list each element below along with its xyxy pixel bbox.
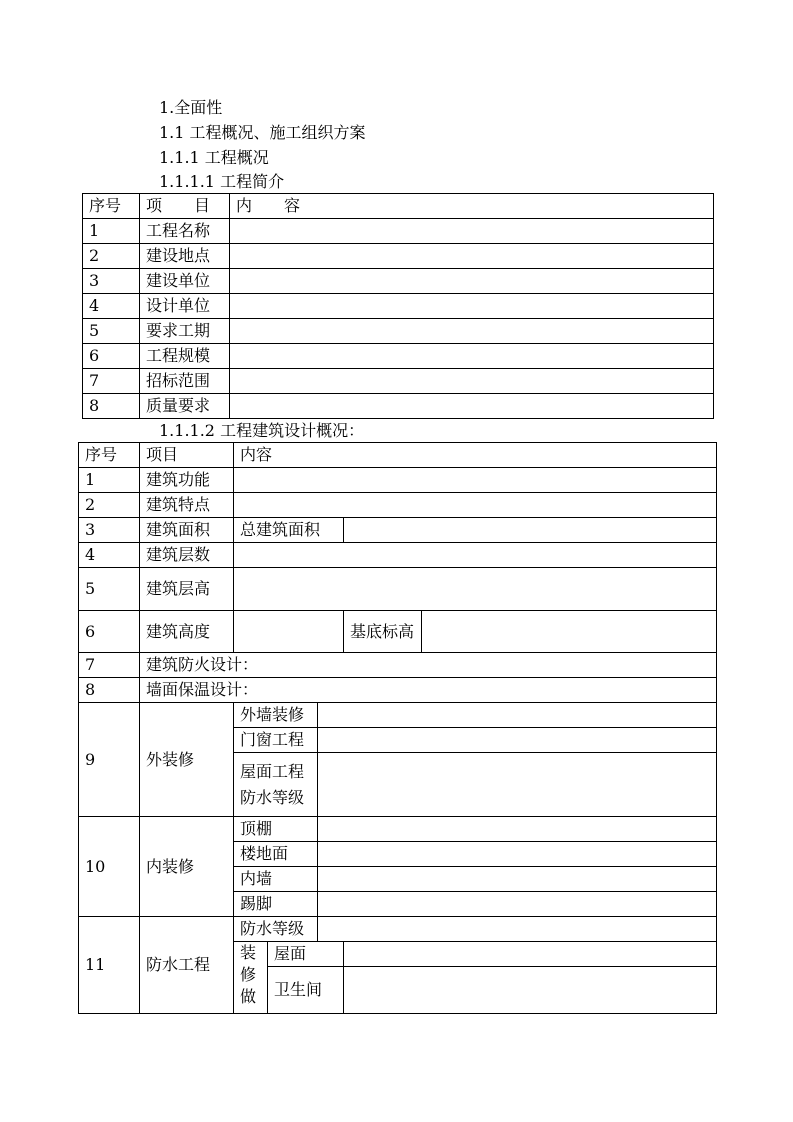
row-content — [344, 967, 717, 1014]
row-item: 建筑防火设计： — [140, 653, 717, 678]
row-content — [230, 269, 714, 294]
table-header-row — [83, 194, 714, 219]
row-no: 1 — [79, 468, 140, 493]
row-content — [318, 867, 717, 892]
row-sub-label: 屋面 — [268, 942, 344, 967]
table-row — [79, 518, 717, 543]
row-sub-label: 卫生间 — [268, 967, 344, 1014]
table-row — [83, 244, 714, 269]
project-overview-table — [82, 193, 714, 419]
row-no: 6 — [79, 611, 140, 653]
row-content — [318, 892, 717, 917]
row-item: 建筑层数 — [140, 543, 234, 568]
row-item: 建设单位 — [140, 269, 230, 294]
row-content — [318, 728, 717, 753]
vertical-char: 做 — [240, 987, 257, 1006]
row-item: 建设地点 — [140, 244, 230, 269]
row-content — [230, 369, 714, 394]
row-sub-label: 内墙 — [234, 867, 318, 892]
row-vertical-label — [234, 942, 268, 1014]
table-row — [79, 678, 717, 703]
heading-1-1-1: 1.1.1 工程概况 — [159, 148, 269, 167]
table-row — [79, 653, 717, 678]
table-row — [79, 817, 717, 842]
row-item: 建筑高度 — [140, 611, 234, 653]
row-no: 10 — [79, 817, 140, 917]
row-sub-label-line: 屋面工程 — [240, 761, 305, 781]
table-row — [79, 493, 717, 518]
table-row — [83, 394, 714, 419]
row-content — [230, 219, 714, 244]
row-content — [344, 942, 717, 967]
row-content — [230, 394, 714, 419]
row-no: 2 — [79, 493, 140, 518]
heading-1-1-1-2: 1.1.1.2 工程建筑设计概况： — [159, 421, 365, 440]
row-item: 工程规模 — [140, 344, 230, 369]
row-no: 2 — [83, 244, 140, 269]
row-content — [318, 917, 717, 942]
row-content — [318, 842, 717, 867]
row-sub-label: 防水等级 — [234, 917, 318, 942]
row-content — [318, 753, 717, 817]
row-no: 4 — [79, 543, 140, 568]
row-sub-label: 基底标高 — [344, 611, 422, 653]
table-row — [83, 344, 714, 369]
row-item: 防水工程 — [140, 917, 234, 1014]
header-content: 内容 — [234, 443, 717, 468]
row-no: 3 — [83, 269, 140, 294]
row-content — [234, 468, 717, 493]
row-item: 招标范围 — [140, 369, 230, 394]
row-item: 设计单位 — [140, 294, 230, 319]
header-no: 序号 — [79, 443, 140, 468]
row-content — [318, 703, 717, 728]
table-row — [79, 611, 717, 653]
row-no: 3 — [79, 518, 140, 543]
row-sub-label: 门窗工程 — [234, 728, 318, 753]
row-item: 建筑面积 — [140, 518, 234, 543]
row-no: 8 — [83, 394, 140, 419]
header-content: 内 容 — [230, 194, 714, 219]
row-item: 建筑层高 — [140, 568, 234, 611]
heading-1-1-1-1: 1.1.1.1 工程简介 — [159, 172, 285, 191]
vertical-char: 修 — [240, 965, 257, 984]
row-no: 11 — [79, 917, 140, 1014]
row-content — [422, 611, 717, 653]
row-content — [230, 319, 714, 344]
header-item: 项 目 — [140, 194, 230, 219]
row-no: 6 — [83, 344, 140, 369]
row-content — [230, 244, 714, 269]
row-sub-label: 总建筑面积 — [234, 518, 344, 543]
row-item: 建筑功能 — [140, 468, 234, 493]
row-sub-label: 楼地面 — [234, 842, 318, 867]
table-row — [79, 568, 717, 611]
row-no: 5 — [83, 319, 140, 344]
table-row — [79, 917, 717, 942]
row-content — [318, 817, 717, 842]
table-header-row — [79, 443, 717, 468]
heading-1-1: 1.1 工程概况、施工组织方案 — [159, 123, 366, 142]
row-no: 9 — [79, 703, 140, 817]
table-row — [79, 703, 717, 728]
table-row — [83, 269, 714, 294]
row-no: 4 — [83, 294, 140, 319]
table-row — [79, 468, 717, 493]
vertical-char: 装 — [240, 943, 257, 962]
row-sub-label: 顶棚 — [234, 817, 318, 842]
heading-1: 1.全面性 — [159, 98, 223, 117]
table-row — [83, 219, 714, 244]
row-no: 7 — [79, 653, 140, 678]
row-sub-label-line: 防水等级 — [240, 787, 305, 807]
row-item: 质量要求 — [140, 394, 230, 419]
row-no: 7 — [83, 369, 140, 394]
row-sub-label: 踢脚 — [234, 892, 318, 917]
building-design-table — [78, 442, 717, 1014]
row-content — [230, 294, 714, 319]
row-item: 墙面保温设计： — [140, 678, 717, 703]
row-item: 工程名称 — [140, 219, 230, 244]
row-no: 8 — [79, 678, 140, 703]
table-row — [83, 294, 714, 319]
row-content — [344, 518, 717, 543]
row-item: 要求工期 — [140, 319, 230, 344]
header-no: 序号 — [83, 194, 140, 219]
table-row — [83, 319, 714, 344]
row-item: 建筑特点 — [140, 493, 234, 518]
row-no: 1 — [83, 219, 140, 244]
row-content — [234, 543, 717, 568]
row-content — [234, 568, 717, 611]
row-no: 5 — [79, 568, 140, 611]
header-item: 项目 — [140, 443, 234, 468]
row-item: 内装修 — [140, 817, 234, 917]
row-item: 外装修 — [140, 703, 234, 817]
row-content — [230, 344, 714, 369]
row-sub-label — [234, 753, 318, 817]
row-content — [234, 611, 344, 653]
table-row — [79, 543, 717, 568]
table-row — [83, 369, 714, 394]
row-sub-label: 外墙装修 — [234, 703, 318, 728]
row-content — [234, 493, 717, 518]
